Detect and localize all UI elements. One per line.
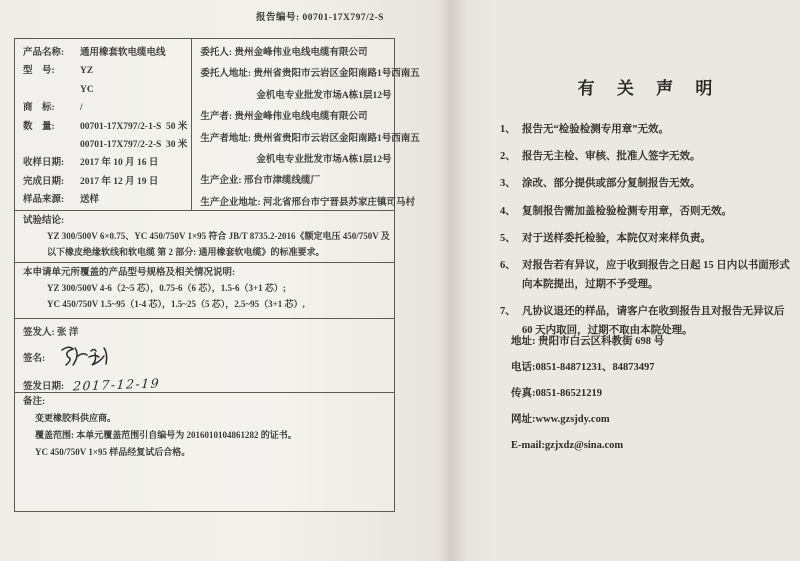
report-number xyxy=(256,9,384,23)
statement-item xyxy=(500,257,792,294)
statement-item xyxy=(500,175,792,194)
table-row-signature xyxy=(15,319,394,393)
field-product-name xyxy=(23,44,187,62)
remark-line: 变更橡胶料供应商。 xyxy=(35,413,117,423)
signature-label: 签名: xyxy=(23,354,48,365)
statement-number: 2、 xyxy=(500,151,516,163)
statement-item xyxy=(500,230,792,249)
field-label: 委托人地址: xyxy=(200,69,254,80)
report-info-table xyxy=(14,38,420,512)
field-label: 产品名称: xyxy=(23,48,67,58)
field-label: 型 号: xyxy=(23,66,58,77)
contact-email: E-mail:gzjxdz@sina.com xyxy=(511,440,624,451)
field-trademark xyxy=(23,99,187,117)
statement-text: 涂改、部分提供或部分复制报告无效。 xyxy=(522,178,701,190)
field-label: 数 量: xyxy=(23,121,58,132)
field-value: 贵州省贵阳市云岩区金阳南路1号西南五 xyxy=(253,69,420,80)
statements-list xyxy=(500,121,792,349)
field-value: 邢台市津缆线缆厂 xyxy=(243,176,320,187)
field-producer-address xyxy=(200,129,419,150)
contact-fax: 传真:0851-86521219 xyxy=(511,388,602,399)
contact-block xyxy=(511,329,791,459)
field-value: YZ xyxy=(80,66,94,77)
statement-text: 对于送样委托检验，本院仅对来样负责。 xyxy=(522,232,711,244)
field-label: 生产者: xyxy=(200,112,235,123)
field-client-address-2 xyxy=(200,86,419,107)
contact-phone: 电话:0851-84871231、84873497 xyxy=(511,362,655,373)
field-label: 生产企业: xyxy=(200,176,244,187)
field-value: 贵州金峰伟业电线电缆有限公司 xyxy=(234,48,368,58)
field-model xyxy=(23,62,187,80)
statement-text: 报告无“检验检测专用章”无效。 xyxy=(522,124,669,135)
statement-text: 对报告若有异议，应于收到报告之日起 15 日内以书面形式向本院提出，过期不予受理。 xyxy=(522,259,790,290)
field-sample-source xyxy=(23,191,187,209)
sign-date-label: 签发日期: xyxy=(23,382,67,392)
contact-address: 地址: 贵阳市白云区科教街 698 号 xyxy=(511,336,665,347)
field-producer-address-2 xyxy=(200,150,419,171)
field-quantity xyxy=(23,118,187,136)
field-value: 贵州金峰伟业电线电缆有限公司 xyxy=(234,112,368,123)
field-value: 00701-17X797/2-2-S 30 米 xyxy=(80,140,188,151)
field-value: 2017 年 10 月 16 日 xyxy=(80,158,159,169)
field-label: 商 标: xyxy=(23,103,58,114)
field-value: 金机电专业批发市场A栋1层12号 xyxy=(256,155,392,166)
remark-line: 覆盖范围: 本单元覆盖范围引自编号为 2016010104861282 的证书。 xyxy=(35,430,297,440)
statement-item xyxy=(500,148,792,167)
field-value: 贵州省贵阳市云岩区金阳南路1号西南五 xyxy=(253,133,420,144)
conclusion-line: 以下橡皮绝缘软线和软电缆 第 2 部分: 通用橡套软电缆》的标准要求。 xyxy=(47,246,325,257)
coverage-line: YC 450/750V 1.5~95（1-4 芯），1.5~25（5 芯），2.5~95（3+1 芯）, xyxy=(47,298,305,309)
coverage-line: YZ 300/500V 4-6（2~5 芯），0.75-6（6 芯），1.5-6（3+1 芯）; xyxy=(47,283,286,293)
cell-sample-info xyxy=(15,39,192,210)
statement-number: 5、 xyxy=(500,232,516,244)
statement-number: 1、 xyxy=(500,124,516,135)
conclusion-line: YZ 300/500V 6×0.75、YC 450/750V 1×95 符合 JB/T 8735.2-2016《额定电压 450/750V 及 xyxy=(47,231,390,241)
conclusion-heading: 试验结论: xyxy=(23,216,65,226)
field-label: 委托人: xyxy=(200,48,235,58)
report-number-value: 00701-17X797/2-S xyxy=(302,13,384,23)
statement-item xyxy=(500,121,792,140)
statement-number: 3、 xyxy=(500,178,516,190)
field-value: 00701-17X797/2-1-S 50 米 xyxy=(80,121,188,132)
cell-party-info xyxy=(192,39,423,210)
table-row-basic-info xyxy=(15,39,420,211)
field-value: 通用橡套软电缆电线 xyxy=(80,48,166,58)
field-model-2 xyxy=(23,81,187,99)
field-manufacturer xyxy=(200,171,419,192)
field-label: 收样日期: xyxy=(23,158,67,169)
contact-website: 网址:www.gzsjdy.com xyxy=(511,414,610,425)
field-label: 生产者地址: xyxy=(200,133,254,144)
page-fold-shadow xyxy=(440,0,466,561)
issuer-label: 签发人: xyxy=(23,328,58,338)
statement-number: 4、 xyxy=(500,205,516,217)
field-quantity-2 xyxy=(23,136,187,154)
statements-title: 有 关 声 明 xyxy=(577,79,722,98)
statement-number: 6、 xyxy=(500,259,516,271)
sign-date-line xyxy=(23,375,390,397)
remarks-heading: 备注: xyxy=(23,397,46,407)
remark-line: YC 450/750V 1×95 样品经复试后合格。 xyxy=(35,447,191,457)
signature-line xyxy=(23,343,390,375)
statement-text: 报告无主检、审核、批准人签字无效。 xyxy=(522,151,701,163)
statement-item xyxy=(500,203,792,222)
field-client-address xyxy=(200,64,419,85)
coverage-heading: 本申请单元所覆盖的产品型号规格及相关情况说明: xyxy=(23,268,236,278)
field-label: 样品来源: xyxy=(23,195,67,206)
field-value: 2017 年 12 月 19 日 xyxy=(80,176,159,187)
field-client xyxy=(200,43,419,64)
issuer-line xyxy=(23,323,390,343)
statement-number: 7、 xyxy=(500,305,516,317)
field-producer xyxy=(200,107,419,128)
statement-text: 复制报告需加盖检验检测专用章，否则无效。 xyxy=(522,205,732,217)
field-complete-date xyxy=(23,173,187,191)
issuer-name: 张 洋 xyxy=(57,328,79,338)
field-label: 生产企业地址: xyxy=(200,197,263,208)
table-row-conclusion xyxy=(15,211,394,263)
table-row-coverage xyxy=(15,263,394,319)
field-value: 送样 xyxy=(80,195,100,206)
signature-handwriting xyxy=(56,343,118,375)
report-number-label: 报告编号: xyxy=(256,13,300,23)
field-value: 河北省邢台市宁晋县苏家庄镇司马村 xyxy=(262,197,415,208)
field-value: / xyxy=(80,103,83,114)
statement-text: 凡协议退还的样品，请客户在收到报告且对报告无异议后 60 天内取回，过期不取由本院处理。 xyxy=(522,305,785,336)
field-value: YC xyxy=(80,84,94,95)
table-row-remarks xyxy=(15,393,394,511)
sign-date-handwriting: 2017-12-19 xyxy=(72,375,161,394)
field-value: 金机电专业批发市场A栋1层12号 xyxy=(256,90,392,101)
field-receive-date xyxy=(23,154,187,172)
field-label: 完成日期: xyxy=(23,176,67,187)
